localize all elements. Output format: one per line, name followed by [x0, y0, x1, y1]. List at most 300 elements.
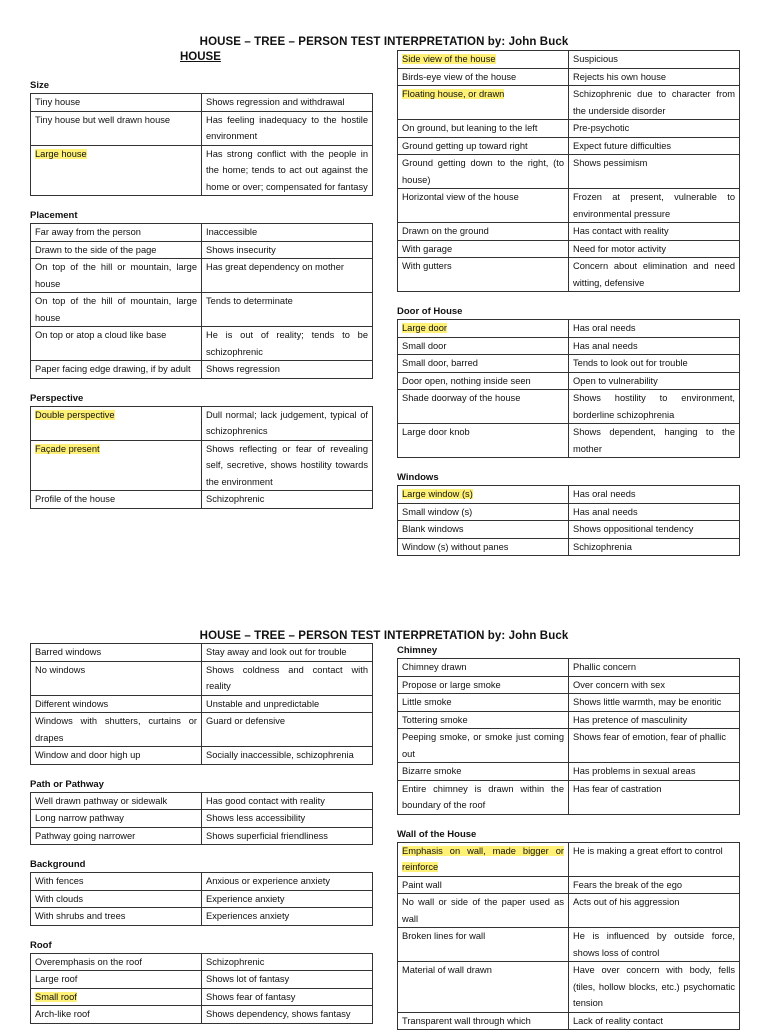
- interpretation-cell: [202, 491, 373, 509]
- interpretation-cell: [202, 908, 373, 926]
- interpretation-text: Schizophrenic due to character from the underside disorder: [573, 89, 735, 116]
- table-row: [31, 259, 373, 293]
- interpretation-cell: [569, 928, 740, 962]
- drawing-feature-cell: [31, 111, 202, 145]
- drawing-feature-text: Door open, nothing inside seen: [402, 376, 531, 386]
- drawing-feature-text: Profile of the house: [35, 494, 115, 504]
- table-row: [398, 538, 740, 556]
- interpretation-cell: [569, 711, 740, 729]
- table-row: [398, 424, 740, 458]
- interpretation-text: Experience anxiety: [206, 894, 285, 904]
- interpretation-cell: [569, 223, 740, 241]
- table-row: [398, 503, 740, 521]
- interpretation-text: Shows little warmth, may be enoritic: [573, 697, 721, 707]
- page1-title: HOUSE – TREE – PERSON TEST INTERPRETATION by: John Buck: [0, 36, 768, 48]
- table-row: [398, 137, 740, 155]
- table-row: [398, 729, 740, 763]
- interpretation-text: Phallic concern: [573, 662, 636, 672]
- interpretation-cell: [569, 763, 740, 781]
- drawing-feature-cell: [398, 842, 569, 876]
- table-row: [31, 792, 373, 810]
- drawing-feature-cell: [398, 711, 569, 729]
- drawing-feature-cell: [398, 962, 569, 1013]
- interpretation-text: Over concern with sex: [573, 680, 665, 690]
- interpretation-text: He is out of reality; tends to be schizophrenic: [206, 330, 368, 357]
- interpretation-cell: [569, 1012, 740, 1030]
- interpretation-text: Schizophrenia: [573, 542, 632, 552]
- interpretation-cell: [202, 971, 373, 989]
- drawing-feature-cell: [31, 224, 202, 242]
- table-row: [398, 120, 740, 138]
- interpretation-text: Has anal needs: [573, 507, 638, 517]
- interpretation-table: [30, 223, 373, 379]
- drawing-feature-text: Barred windows: [35, 647, 101, 657]
- interpretation-cell: [569, 521, 740, 539]
- table-row: [398, 676, 740, 694]
- interpretation-cell: [569, 372, 740, 390]
- interpretation-cell: [569, 894, 740, 928]
- interpretation-cell: [202, 873, 373, 891]
- interpretation-text: Shows insecurity: [206, 245, 276, 255]
- interpretation-text: Lack of reality contact: [573, 1016, 663, 1026]
- interpretation-text: Has pretence of masculinity: [573, 715, 687, 725]
- interpretation-text: He is making a great effort to control: [573, 846, 723, 856]
- drawing-feature-cell: [398, 51, 569, 69]
- drawing-feature-text: On top of the hill or mountain, large house: [35, 262, 197, 289]
- interpretation-cell: [569, 876, 740, 894]
- drawing-feature-text: Emphasis on wall, made bigger or reinforce: [402, 846, 564, 873]
- drawing-feature-cell: [31, 241, 202, 259]
- drawing-feature-cell: [398, 876, 569, 894]
- table-row: [398, 51, 740, 69]
- interpretation-cell: [569, 120, 740, 138]
- interpretation-cell: [202, 953, 373, 971]
- drawing-feature-text: Large door: [402, 323, 447, 333]
- drawing-feature-text: Windows with shutters, curtains or drapes: [35, 716, 197, 743]
- drawing-feature-cell: [31, 873, 202, 891]
- table-row: [31, 810, 373, 828]
- drawing-feature-text: Long narrow pathway: [35, 813, 124, 823]
- drawing-feature-cell: [31, 810, 202, 828]
- interpretation-cell: [202, 241, 373, 259]
- drawing-feature-cell: [398, 120, 569, 138]
- interpretation-table: [30, 643, 373, 765]
- interpretation-cell: [202, 661, 373, 695]
- section-gap: [30, 196, 372, 208]
- table-row: [31, 111, 373, 145]
- drawing-feature-cell: [31, 661, 202, 695]
- interpretation-text: Guard or defensive: [206, 716, 285, 726]
- drawing-feature-cell: [398, 503, 569, 521]
- interpretation-text: Tends to determinate: [206, 296, 293, 306]
- drawing-feature-cell: [398, 390, 569, 424]
- drawing-feature-cell: [398, 780, 569, 814]
- table-row: [31, 971, 373, 989]
- page1-left-column: [30, 78, 372, 509]
- drawing-feature-cell: [398, 240, 569, 258]
- interpretation-cell: [202, 293, 373, 327]
- drawing-feature-text: Floating house, or drawn: [402, 89, 504, 99]
- drawing-feature-cell: [31, 440, 202, 491]
- interpretation-cell: [569, 486, 740, 504]
- drawing-feature-cell: [398, 763, 569, 781]
- interpretation-text: Shows regression: [206, 364, 280, 374]
- interpretation-text: Shows fear of emotion, fear of phallic: [573, 732, 726, 742]
- drawing-feature-text: Far away from the person: [35, 227, 141, 237]
- drawing-feature-cell: [31, 491, 202, 509]
- table-row: [398, 372, 740, 390]
- interpretation-cell: [569, 337, 740, 355]
- interpretation-table: [30, 406, 373, 509]
- table-row: [31, 224, 373, 242]
- drawing-feature-cell: [398, 928, 569, 962]
- drawing-feature-cell: [398, 337, 569, 355]
- drawing-feature-text: On top of the hill of mountain, large house: [35, 296, 197, 323]
- drawing-feature-cell: [31, 327, 202, 361]
- drawing-feature-cell: [31, 908, 202, 926]
- interpretation-cell: [202, 988, 373, 1006]
- interpretation-cell: [202, 747, 373, 765]
- table-row: [398, 1012, 740, 1030]
- drawing-feature-cell: [398, 676, 569, 694]
- interpretation-cell: [202, 890, 373, 908]
- section-title: Wall of the House: [397, 827, 739, 842]
- drawing-feature-cell: [398, 694, 569, 712]
- table-row: [398, 659, 740, 677]
- drawing-feature-cell: [398, 729, 569, 763]
- house-heading: HOUSE: [180, 51, 221, 63]
- section-title: Windows: [397, 470, 739, 485]
- drawing-feature-text: Shade doorway of the house: [402, 393, 520, 403]
- table-row: [31, 241, 373, 259]
- drawing-feature-text: Large roof: [35, 974, 77, 984]
- interpretation-text: Has contact with reality: [573, 226, 669, 236]
- interpretation-cell: [202, 695, 373, 713]
- table-row: [31, 988, 373, 1006]
- interpretation-cell: [569, 240, 740, 258]
- interpretation-text: Has fear of castration: [573, 784, 661, 794]
- drawing-feature-text: Peeping smoke, or smoke just coming out: [402, 732, 564, 759]
- interpretation-cell: [569, 676, 740, 694]
- drawing-feature-text: No windows: [35, 665, 85, 675]
- drawing-feature-cell: [398, 320, 569, 338]
- drawing-feature-text: Window (s) without panes: [402, 542, 508, 552]
- section-title: Chimney: [397, 643, 739, 658]
- drawing-feature-cell: [398, 155, 569, 189]
- drawing-feature-text: Propose or large smoke: [402, 680, 501, 690]
- page2-right-column: [397, 643, 739, 1030]
- drawing-feature-text: Large house: [35, 149, 87, 159]
- interpretation-cell: [202, 111, 373, 145]
- table-row: [398, 842, 740, 876]
- table-row: [31, 890, 373, 908]
- drawing-feature-text: Pathway going narrower: [35, 831, 135, 841]
- drawing-feature-cell: [398, 223, 569, 241]
- drawing-feature-cell: [398, 521, 569, 539]
- drawing-feature-cell: [31, 293, 202, 327]
- section-title: Perspective: [30, 391, 372, 406]
- table-row: [398, 962, 740, 1013]
- drawing-feature-cell: [31, 988, 202, 1006]
- interpretation-text: Shows oppositional tendency: [573, 524, 693, 534]
- drawing-feature-cell: [31, 713, 202, 747]
- table-row: [31, 713, 373, 747]
- section-title: Door of House: [397, 304, 739, 319]
- table-row: [398, 258, 740, 292]
- drawing-feature-text: Different windows: [35, 699, 108, 709]
- interpretation-cell: [569, 86, 740, 120]
- drawing-feature-cell: [31, 1006, 202, 1024]
- drawing-feature-text: Blank windows: [402, 524, 464, 534]
- table-row: [31, 440, 373, 491]
- interpretation-text: He is influenced by outside force, shows loss of control: [573, 931, 735, 958]
- interpretation-text: Shows lot of fantasy: [206, 974, 289, 984]
- interpretation-cell: [202, 145, 373, 196]
- interpretation-text: Has oral needs: [573, 323, 636, 333]
- drawing-feature-cell: [31, 259, 202, 293]
- table-row: [31, 1006, 373, 1024]
- drawing-feature-cell: [398, 659, 569, 677]
- interpretation-text: Inaccessible: [206, 227, 257, 237]
- drawing-feature-text: Small roof: [35, 992, 77, 1002]
- drawing-feature-cell: [398, 486, 569, 504]
- interpretation-cell: [202, 810, 373, 828]
- interpretation-cell: [202, 224, 373, 242]
- drawing-feature-text: Chimney drawn: [402, 662, 467, 672]
- interpretation-cell: [569, 694, 740, 712]
- interpretation-cell: [569, 780, 740, 814]
- table-row: [398, 240, 740, 258]
- interpretation-text: Concern about elimination and need witting, defensive: [573, 261, 735, 288]
- drawing-feature-cell: [31, 644, 202, 662]
- interpretation-cell: [202, 94, 373, 112]
- drawing-feature-text: Tiny house but well drawn house: [35, 115, 170, 125]
- table-row: [398, 223, 740, 241]
- drawing-feature-text: Arch-like roof: [35, 1009, 90, 1019]
- table-row: [398, 86, 740, 120]
- table-row: [398, 876, 740, 894]
- page1-right-column: [397, 50, 739, 556]
- drawing-feature-text: Small door, barred: [402, 358, 478, 368]
- table-row: [398, 189, 740, 223]
- drawing-feature-text: On ground, but leaning to the left: [402, 123, 537, 133]
- interpretation-cell: [569, 962, 740, 1013]
- interpretation-text: Has feeling inadequacy to the hostile environment: [206, 115, 368, 142]
- drawing-feature-text: Well drawn pathway or sidewalk: [35, 796, 167, 806]
- drawing-feature-text: Birds-eye view of the house: [402, 72, 516, 82]
- interpretation-text: Has oral needs: [573, 489, 636, 499]
- section-title: Path or Pathway: [30, 777, 372, 792]
- interpretation-cell: [202, 792, 373, 810]
- interpretation-text: Tends to look out for trouble: [573, 358, 688, 368]
- interpretation-cell: [569, 137, 740, 155]
- interpretation-text: Shows less accessibility: [206, 813, 305, 823]
- interpretation-cell: [569, 424, 740, 458]
- table-row: [398, 320, 740, 338]
- table-row: [398, 355, 740, 373]
- drawing-feature-text: Tiny house: [35, 97, 80, 107]
- drawing-feature-text: With shrubs and trees: [35, 911, 125, 921]
- section-gap: [30, 379, 372, 391]
- table-row: [31, 327, 373, 361]
- table-row: [398, 894, 740, 928]
- section-title: Background: [30, 857, 372, 872]
- drawing-feature-cell: [31, 747, 202, 765]
- drawing-feature-text: Paper facing edge drawing, if by adult: [35, 364, 191, 374]
- interpretation-text: Dull normal; lack judgement, typical of schizophrenics: [206, 410, 368, 437]
- table-row: [398, 694, 740, 712]
- table-row: [398, 68, 740, 86]
- interpretation-cell: [569, 68, 740, 86]
- table-row: [398, 763, 740, 781]
- interpretation-text: Shows fear of fantasy: [206, 992, 295, 1002]
- section-title: Placement: [30, 208, 372, 223]
- drawing-feature-text: With gutters: [402, 261, 452, 271]
- interpretation-text: Has good contact with reality: [206, 796, 325, 806]
- drawing-feature-cell: [31, 953, 202, 971]
- interpretation-text: Socially inaccessible, schizophrenia: [206, 750, 354, 760]
- interpretation-cell: [569, 320, 740, 338]
- drawing-feature-cell: [31, 792, 202, 810]
- table-row: [398, 521, 740, 539]
- section-gap: [30, 845, 372, 857]
- drawing-feature-cell: [398, 424, 569, 458]
- interpretation-text: Has problems in sexual areas: [573, 766, 695, 776]
- interpretation-text: Rejects his own house: [573, 72, 666, 82]
- interpretation-text: Expect future difficulties: [573, 141, 671, 151]
- section-gap: [397, 292, 739, 304]
- drawing-feature-cell: [31, 361, 202, 379]
- drawing-feature-text: Large window (s): [402, 489, 473, 499]
- drawing-feature-text: Material of wall drawn: [402, 965, 492, 975]
- interpretation-table: [397, 842, 740, 1030]
- drawing-feature-cell: [31, 145, 202, 196]
- interpretation-cell: [202, 406, 373, 440]
- table-row: [31, 145, 373, 196]
- drawing-feature-cell: [398, 894, 569, 928]
- table-row: [31, 644, 373, 662]
- drawing-feature-text: Broken lines for wall: [402, 931, 485, 941]
- table-row: [398, 486, 740, 504]
- drawing-feature-cell: [31, 971, 202, 989]
- drawing-feature-cell: [398, 372, 569, 390]
- section-gap: [397, 815, 739, 827]
- drawing-feature-cell: [398, 355, 569, 373]
- drawing-feature-cell: [398, 1012, 569, 1030]
- drawing-feature-cell: [31, 695, 202, 713]
- interpretation-text: Anxious or experience anxiety: [206, 876, 330, 886]
- drawing-feature-text: Entire chimney is drawn within the boundary of the roof: [402, 784, 564, 811]
- interpretation-text: Open to vulnerability: [573, 376, 658, 386]
- interpretation-text: Need for motor activity: [573, 244, 666, 254]
- interpretation-text: Shows regression and withdrawal: [206, 97, 345, 107]
- drawing-feature-text: Little smoke: [402, 697, 452, 707]
- interpretation-text: Unstable and unpredictable: [206, 699, 319, 709]
- section-title: Size: [30, 78, 372, 93]
- interpretation-cell: [202, 644, 373, 662]
- interpretation-cell: [569, 842, 740, 876]
- drawing-feature-text: Small window (s): [402, 507, 472, 517]
- table-row: [31, 953, 373, 971]
- table-row: [31, 873, 373, 891]
- interpretation-table: [30, 872, 373, 926]
- interpretation-cell: [202, 259, 373, 293]
- table-row: [31, 747, 373, 765]
- interpretation-text: Experiences anxiety: [206, 911, 289, 921]
- drawing-feature-cell: [31, 827, 202, 845]
- interpretation-cell: [202, 827, 373, 845]
- interpretation-text: Shows dependency, shows fantasy: [206, 1009, 351, 1019]
- table-row: [31, 293, 373, 327]
- table-row: [398, 337, 740, 355]
- interpretation-cell: [569, 355, 740, 373]
- drawing-feature-text: Façade present: [35, 444, 100, 454]
- drawing-feature-text: Double perspective: [35, 410, 115, 420]
- drawing-feature-text: With garage: [402, 244, 452, 254]
- interpretation-cell: [569, 258, 740, 292]
- drawing-feature-text: Transparent wall through which: [402, 1016, 531, 1026]
- drawing-feature-cell: [31, 406, 202, 440]
- table-row: [31, 695, 373, 713]
- drawing-feature-text: Bizarre smoke: [402, 766, 461, 776]
- table-row: [31, 661, 373, 695]
- interpretation-text: Schizophrenic: [206, 494, 264, 504]
- interpretation-text: Pre-psychotic: [573, 123, 629, 133]
- interpretation-text: Shows coldness and contact with reality: [206, 665, 368, 692]
- drawing-feature-text: Window and door high up: [35, 750, 140, 760]
- table-row: [31, 491, 373, 509]
- drawing-feature-text: Small door: [402, 341, 446, 351]
- interpretation-text: Shows hostility to environment, borderline schizophrenia: [573, 393, 735, 420]
- interpretation-cell: [569, 503, 740, 521]
- drawing-feature-text: On top or atop a cloud like base: [35, 330, 166, 340]
- table-row: [398, 928, 740, 962]
- table-row: [398, 711, 740, 729]
- table-row: [31, 94, 373, 112]
- table-row: [31, 908, 373, 926]
- interpretation-cell: [202, 440, 373, 491]
- table-row: [398, 780, 740, 814]
- interpretation-text: Suspicious: [573, 54, 618, 64]
- interpretation-cell: [569, 390, 740, 424]
- drawing-feature-cell: [31, 94, 202, 112]
- table-row: [398, 155, 740, 189]
- interpretation-text: Has anal needs: [573, 341, 638, 351]
- interpretation-text: Shows superficial friendliness: [206, 831, 328, 841]
- interpretation-text: Frozen at present, vulnerable to environmental pressure: [573, 192, 735, 219]
- interpretation-cell: [569, 189, 740, 223]
- interpretation-cell: [569, 538, 740, 556]
- page2-left-column: [30, 643, 372, 1024]
- drawing-feature-text: Side view of the house: [402, 54, 496, 64]
- table-row: [31, 827, 373, 845]
- drawing-feature-text: Tottering smoke: [402, 715, 468, 725]
- interpretation-text: Have over concern with body, fells (tiles, hollow blocks, etc.) psychomatic tension: [573, 965, 735, 1008]
- interpretation-text: Acts out of his aggression: [573, 897, 679, 907]
- drawing-feature-text: Drawn to the side of the page: [35, 245, 156, 255]
- interpretation-cell: [569, 155, 740, 189]
- drawing-feature-text: With fences: [35, 876, 84, 886]
- interpretation-table: [397, 485, 740, 556]
- drawing-feature-cell: [398, 258, 569, 292]
- interpretation-text: Stay away and look out for trouble: [206, 647, 347, 657]
- section-gap: [397, 458, 739, 470]
- interpretation-table: [30, 792, 373, 846]
- table-row: [31, 361, 373, 379]
- table-row: [398, 390, 740, 424]
- interpretation-cell: [202, 1006, 373, 1024]
- section-gap: [30, 765, 372, 777]
